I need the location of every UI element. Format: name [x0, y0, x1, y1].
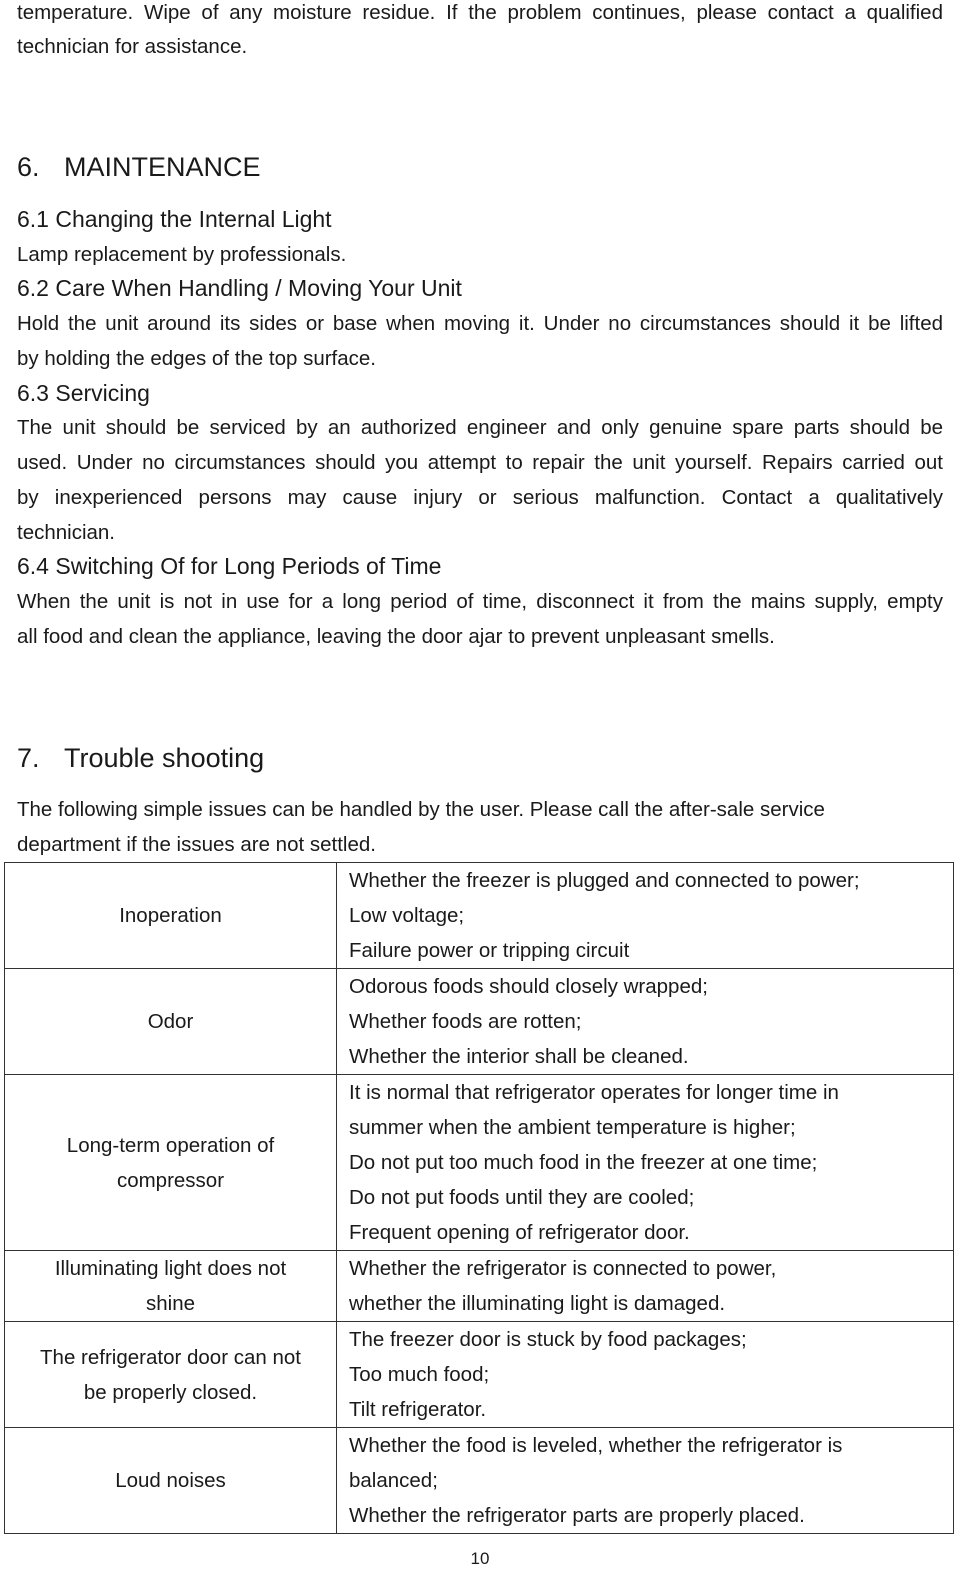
cause-line: Whether foods are rotten; — [349, 1010, 582, 1033]
paragraph-6-2-line-2: by holding the edges of the top surface. — [17, 347, 377, 370]
cause-line: summer when the ambient temperature is higher; — [349, 1116, 796, 1139]
intro-line-2: technician for assistance. — [17, 35, 248, 58]
issue-cell — [5, 863, 337, 969]
cause-line: Low voltage; — [349, 904, 465, 927]
causes-cell — [337, 969, 954, 1075]
table-row — [5, 1428, 954, 1534]
issue-text: Loud noises — [115, 1469, 226, 1492]
troubleshooting-intro-line-2: department if the issues are not settled. — [17, 833, 376, 856]
cause-line: Whether the freezer is plugged and connected to power; — [349, 869, 860, 892]
cause-line: It is normal that refrigerator operates for longer time in — [349, 1081, 839, 1104]
causes-cell — [337, 1322, 954, 1428]
issue-text: shine — [145, 1292, 195, 1315]
subsection-heading-6-1: 6.1 Changing the Internal Light — [17, 206, 332, 232]
cause-line: Do not put too much food in the freezer at one time; — [349, 1151, 818, 1174]
cause-line: Whether the food is leveled, whether the refrigerator is — [349, 1434, 843, 1457]
table-row — [5, 1322, 954, 1428]
causes-cell — [337, 863, 954, 969]
troubleshooting-table-body — [5, 863, 954, 1534]
troubleshooting-table — [4, 862, 954, 1534]
intro-line-1: temperature. Wipe of any moisture residue. If the problem continues, please contact a qualified — [17, 1, 943, 24]
section-number: 6. — [17, 152, 40, 182]
paragraph-6-1-line-1: Lamp replacement by professionals. — [17, 243, 347, 266]
cause-line: whether the illuminating light is damaged. — [349, 1292, 726, 1315]
section-title: MAINTENANCE — [64, 152, 261, 182]
cause-line: Odorous foods should closely wrapped; — [349, 975, 708, 998]
section-title: Trouble shooting — [64, 743, 265, 773]
issue-text: Inoperation — [119, 904, 222, 927]
cause-line: Too much food; — [349, 1363, 490, 1386]
paragraph-6-3-line-3: by inexperienced persons may cause injury or serious malfunction. Contact a qualitatively — [17, 486, 943, 509]
issue-text: be properly closed. — [83, 1380, 258, 1404]
cause-line: Frequent opening of refrigerator door. — [349, 1221, 690, 1244]
paragraph-6-3-line-1: The unit should be serviced by an authorized engineer and only genuine spare parts should be — [17, 416, 943, 439]
issue-text: Illuminating light does not — [54, 1257, 287, 1280]
table-row — [5, 969, 954, 1075]
table-row — [5, 863, 954, 969]
troubleshooting-intro-line-1: The following simple issues can be handled by the user. Please call the after-sale service — [17, 798, 825, 821]
issue-cell — [5, 1428, 337, 1534]
causes-cell — [337, 1251, 954, 1322]
cause-line: Whether the refrigerator parts are properly placed. — [349, 1504, 805, 1527]
issue-text: compressor — [116, 1168, 225, 1192]
cause-line: Tilt refrigerator. — [349, 1398, 487, 1421]
cause-line: Failure power or tripping circuit — [349, 939, 630, 962]
paragraph-6-3-line-4: technician. — [17, 521, 116, 544]
cause-line: Whether the refrigerator is connected to power, — [349, 1257, 777, 1280]
issue-cell — [5, 1322, 337, 1428]
subsection-heading-6-4: 6.4 Switching Of for Long Periods of Time — [17, 553, 442, 579]
paragraph-6-3-line-2: used. Under no circumstances should you attempt to repair the unit yourself. Repairs carried out — [17, 451, 943, 474]
issue-cell — [5, 969, 337, 1075]
subsection-heading-6-2: 6.2 Care When Handling / Moving Your Unit — [17, 275, 462, 301]
paragraph-6-4-line-1: When the unit is not in use for a long period of time, disconnect it from the mains supply, empty — [17, 590, 943, 613]
cause-line: balanced; — [349, 1469, 438, 1492]
paragraph-6-2-line-1: Hold the unit around its sides or base when moving it. Under no circumstances should it be lifted — [17, 312, 943, 335]
issue-text: Long-term operation of — [66, 1133, 275, 1157]
section-heading-maintenance — [17, 149, 261, 185]
section-number: 7. — [17, 743, 40, 773]
issue-cell — [5, 1251, 337, 1322]
paragraph-6-4-line-2: all food and clean the appliance, leaving the door ajar to prevent unpleasant smells. — [17, 625, 775, 648]
issue-text: Odor — [147, 1010, 194, 1033]
issue-cell — [5, 1075, 337, 1251]
table-row — [5, 1075, 954, 1251]
cause-line: Whether the interior shall be cleaned. — [349, 1045, 689, 1068]
cause-line: The freezer door is stuck by food packages; — [349, 1328, 747, 1351]
page-number: 10 — [470, 1549, 490, 1568]
cause-line: Do not put foods until they are cooled; — [349, 1186, 695, 1209]
causes-cell — [337, 1075, 954, 1251]
subsection-heading-6-3: 6.3 Servicing — [17, 380, 150, 406]
causes-cell — [337, 1428, 954, 1534]
issue-text: The refrigerator door can not — [40, 1345, 301, 1369]
table-row — [5, 1251, 954, 1322]
section-heading-trouble-shooting — [17, 740, 264, 776]
